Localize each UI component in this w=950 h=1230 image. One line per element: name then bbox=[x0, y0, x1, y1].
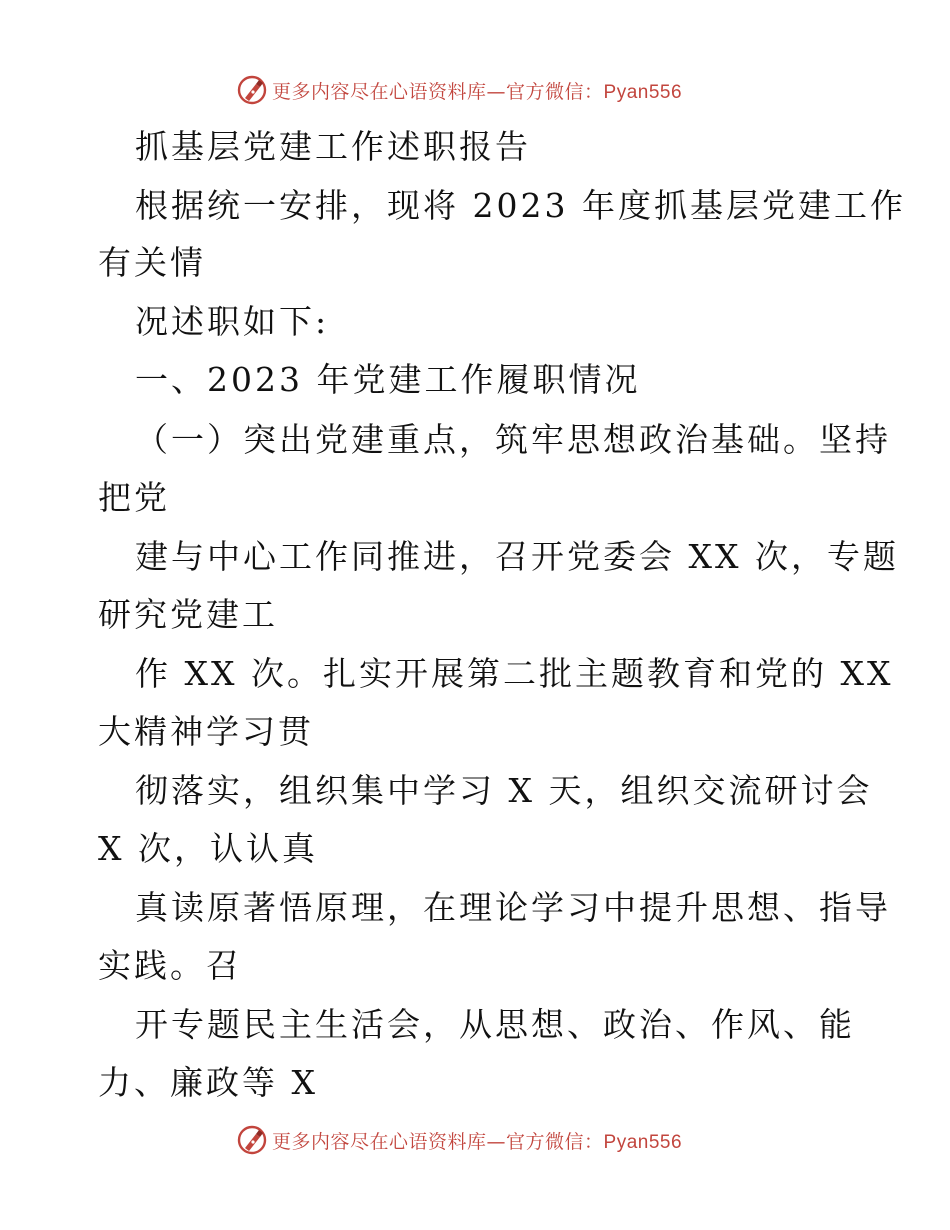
paragraph-line: 大精神学习贯 bbox=[98, 712, 314, 751]
paragraph-line: 实践。召 bbox=[98, 946, 242, 985]
paragraph-line: 力、廉政等 X bbox=[98, 1063, 318, 1102]
paragraph-line: 有关情 bbox=[98, 243, 206, 282]
paragraph-line: 彻落实，组织集中学习 X 天，组织交流研讨会 bbox=[135, 771, 873, 810]
paragraph-line: 研究党建工 bbox=[98, 595, 278, 634]
footer-watermark bbox=[236, 1123, 682, 1157]
paragraph-line: 建与中心工作同推进，召开党委会 XX 次，专题 bbox=[135, 537, 899, 576]
paragraph-line: X 次，认认真 bbox=[98, 829, 318, 868]
paragraph-line: 况述职如下: bbox=[135, 302, 330, 341]
pen-nib-logo-icon bbox=[236, 1124, 268, 1156]
paragraph-line: 根据统一安排，现将 2023 年度抓基层党建工作 bbox=[135, 186, 906, 225]
pen-nib-logo-icon bbox=[236, 74, 268, 106]
paragraph-line: 把党 bbox=[98, 478, 170, 517]
paragraph-line: 真读原著悟原理，在理论学习中提升思想、指导 bbox=[135, 888, 891, 927]
section-heading: 一、2023 年党建工作履职情况 bbox=[135, 360, 641, 399]
document-title: 抓基层党建工作述职报告 bbox=[135, 127, 531, 166]
watermark-text: 更多内容尽在心语资料库—官方微信：Pyan556 bbox=[272, 80, 683, 103]
paragraph-line: 开专题民主生活会，从思想、政治、作风、能 bbox=[135, 1005, 855, 1044]
header-watermark bbox=[236, 73, 682, 107]
paragraph-line: 作 XX 次。扎实开展第二批主题教育和党的 XX bbox=[135, 654, 894, 693]
watermark-text: 更多内容尽在心语资料库—官方微信：Pyan556 bbox=[272, 1130, 683, 1153]
paragraph-line: （一）突出党建重点，筑牢思想政治基础。坚持 bbox=[135, 420, 891, 459]
